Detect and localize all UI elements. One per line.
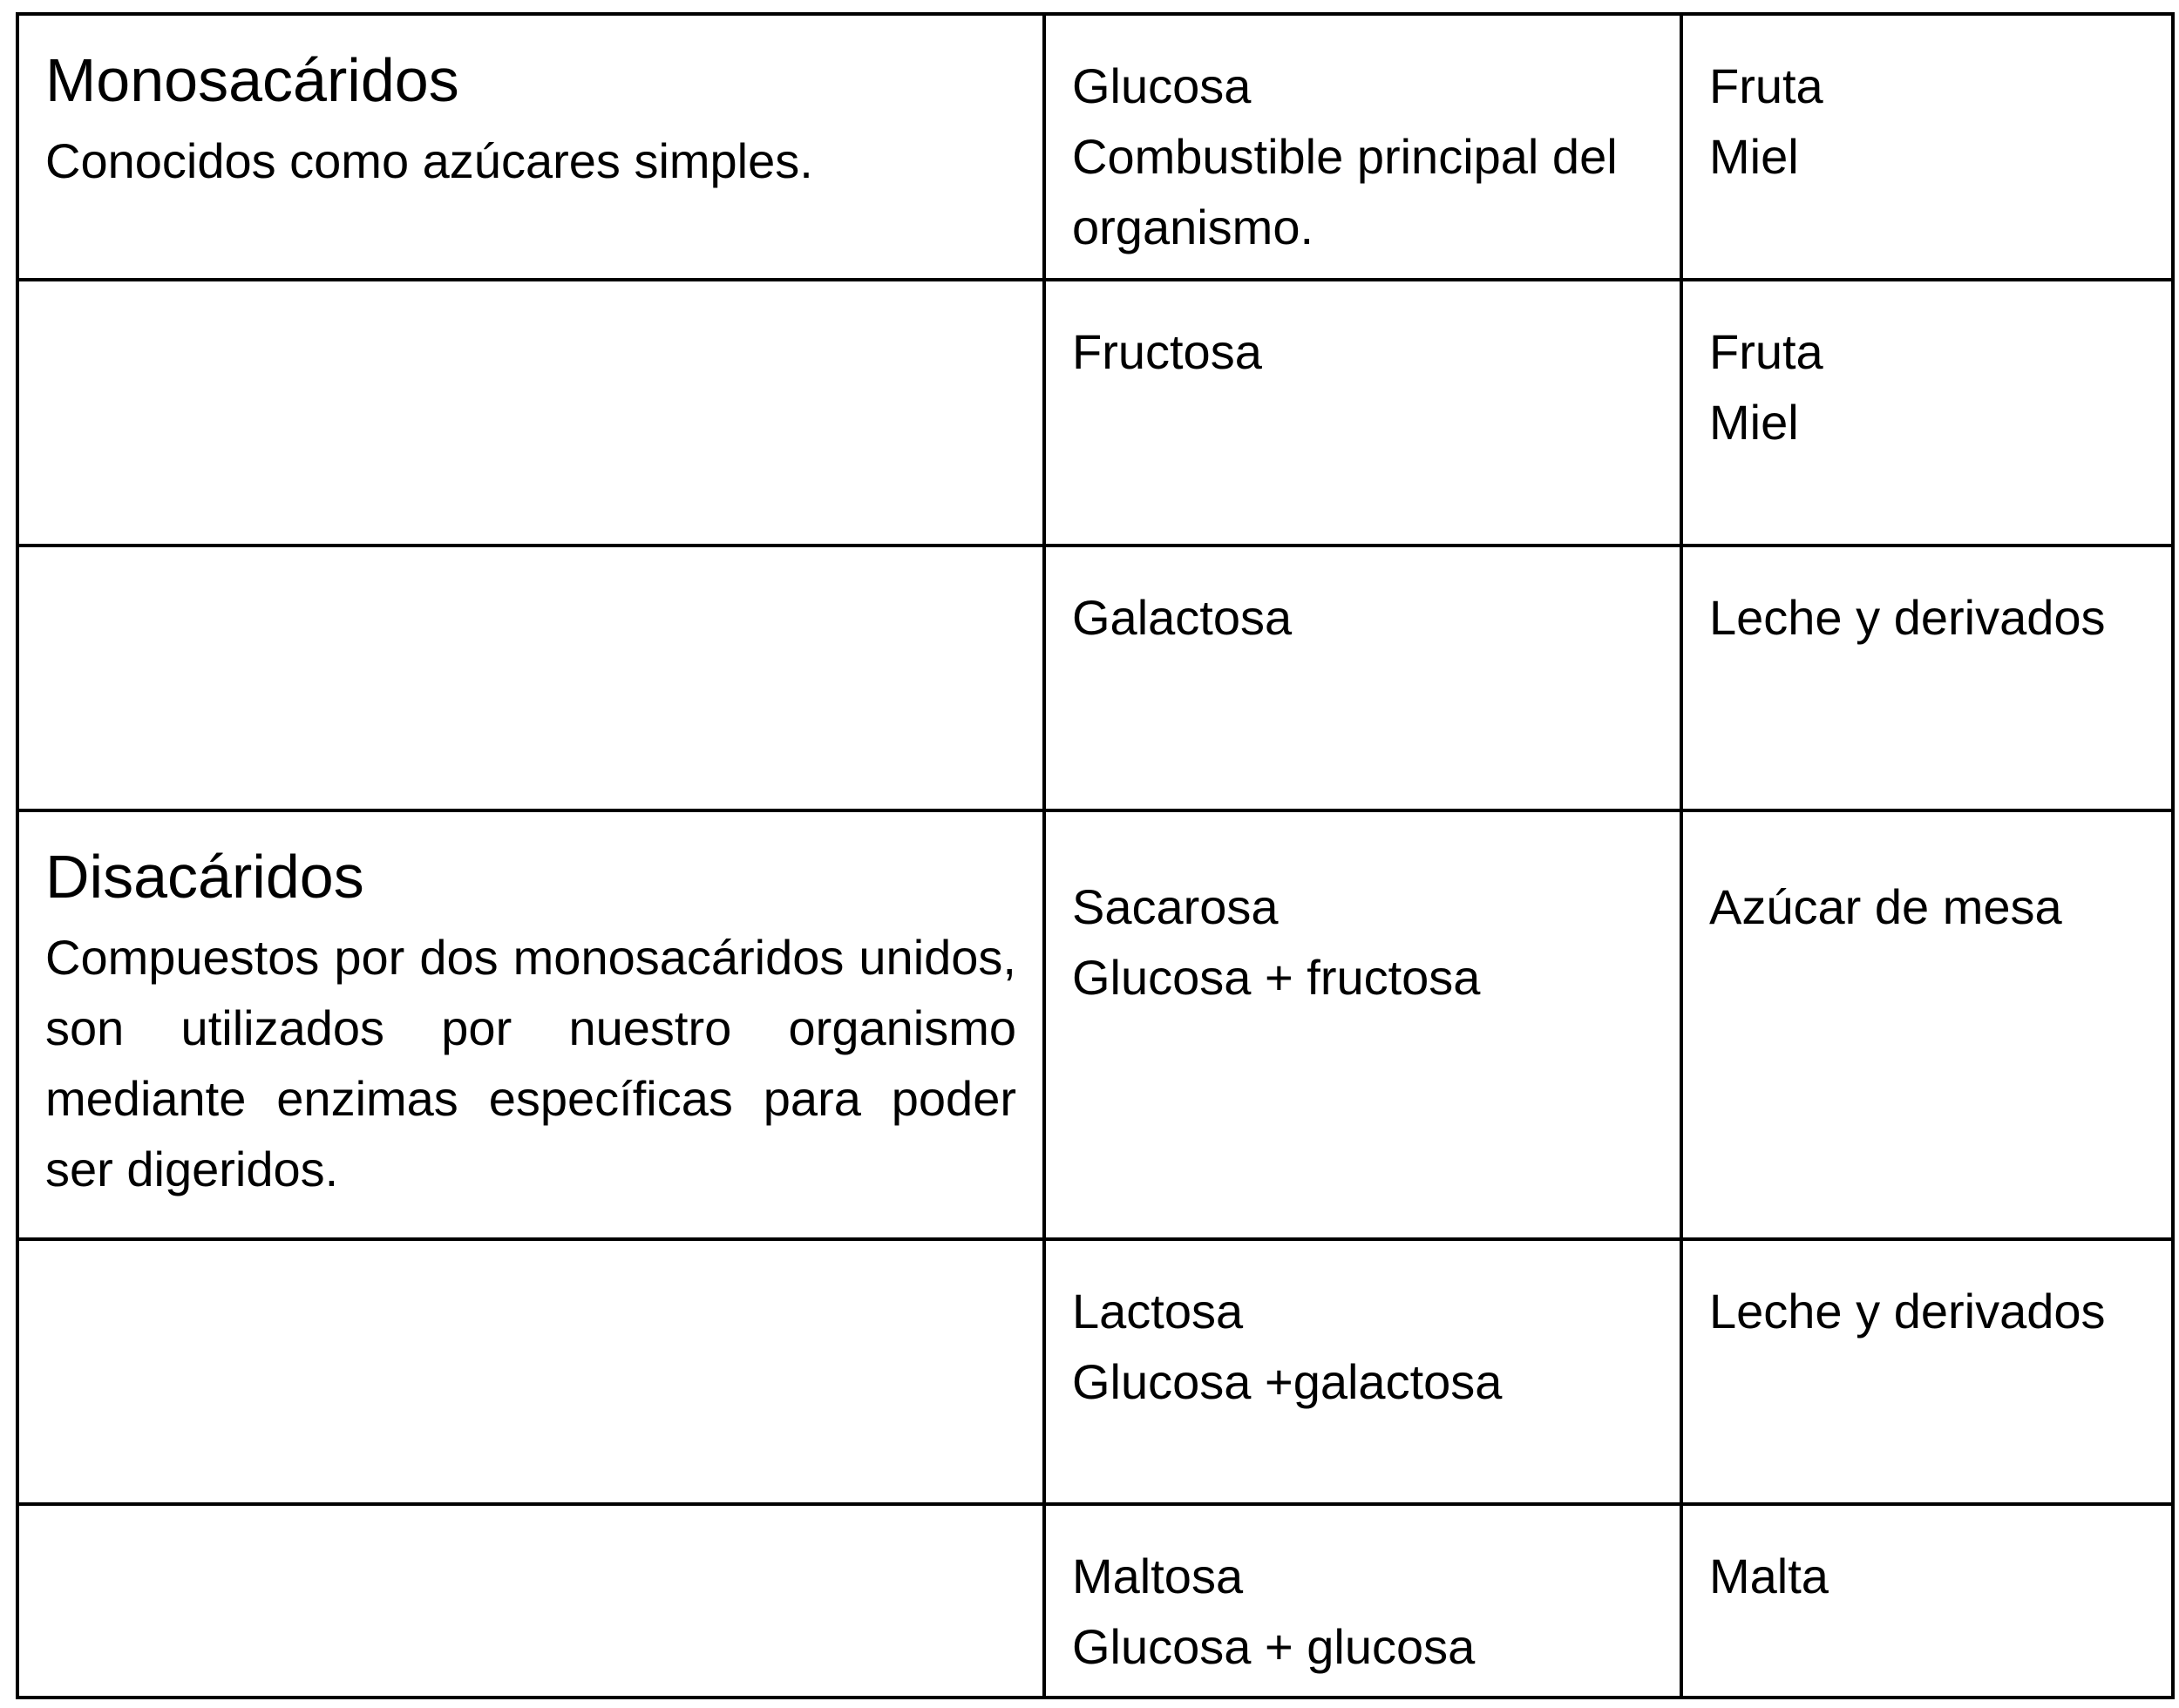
sugar-name: Lactosa — [1072, 1284, 1244, 1339]
food-source: Miel — [1709, 129, 1799, 184]
category-cell — [17, 1239, 1044, 1504]
food-source: Azúcar de mesa — [1709, 879, 2062, 934]
food-source: Malta — [1709, 1549, 1829, 1603]
sugar-name: Galactosa — [1072, 590, 1293, 645]
sugar-name: Fructosa — [1072, 324, 1262, 379]
category-cell — [17, 1504, 1044, 1698]
sugar-detail: Glucosa +galactosa — [1072, 1354, 1503, 1409]
food-source: Miel — [1709, 395, 1799, 450]
source-cell — [1681, 810, 2173, 1239]
category-title: Disacáridos — [45, 843, 364, 911]
sugar-detail: Combustible principal del — [1072, 129, 1618, 184]
category-description: Compuestos por dos monosacáridos unidos, son utilizados por nuestro organismo mediante enzimas específicas para poder ser digeridos. — [45, 930, 1016, 1196]
food-source: Leche y derivados — [1709, 590, 2106, 645]
table-row — [17, 546, 2173, 810]
sugar-cell — [1044, 546, 1681, 810]
table-row — [17, 810, 2173, 1239]
sugar-cell — [1044, 280, 1681, 546]
sugar-cell — [1044, 1504, 1681, 1698]
food-source: Fruta — [1709, 324, 1823, 379]
table-row — [17, 14, 2173, 280]
sugar-detail: Glucosa + glucosa — [1072, 1619, 1476, 1674]
sugar-cell — [1044, 810, 1681, 1239]
source-cell — [1681, 546, 2173, 810]
food-source: Leche y derivados — [1709, 1284, 2106, 1339]
table-row — [17, 280, 2173, 546]
source-cell — [1681, 14, 2173, 280]
category-cell — [17, 14, 1044, 280]
sugar-name: Maltosa — [1072, 1549, 1244, 1603]
table-row — [17, 1504, 2173, 1698]
sugar-cell — [1044, 14, 1681, 280]
category-cell — [17, 280, 1044, 546]
sugar-detail: Glucosa + fructosa — [1072, 950, 1481, 1005]
category-cell — [17, 810, 1044, 1239]
sugar-cell — [1044, 1239, 1681, 1504]
sugar-detail: organismo. — [1072, 200, 1314, 254]
food-source: Fruta — [1709, 58, 1823, 113]
sugar-name: Glucosa — [1072, 58, 1252, 113]
sugar-name: Sacarosa — [1072, 879, 1279, 934]
category-cell — [17, 546, 1044, 810]
category-description: Conocidos como azúcares simples. — [45, 133, 813, 188]
carbohydrates-table — [16, 12, 2175, 1699]
source-cell — [1681, 280, 2173, 546]
table-row — [17, 1239, 2173, 1504]
category-title: Monosacáridos — [45, 46, 459, 114]
source-cell — [1681, 1239, 2173, 1504]
source-cell — [1681, 1504, 2173, 1698]
